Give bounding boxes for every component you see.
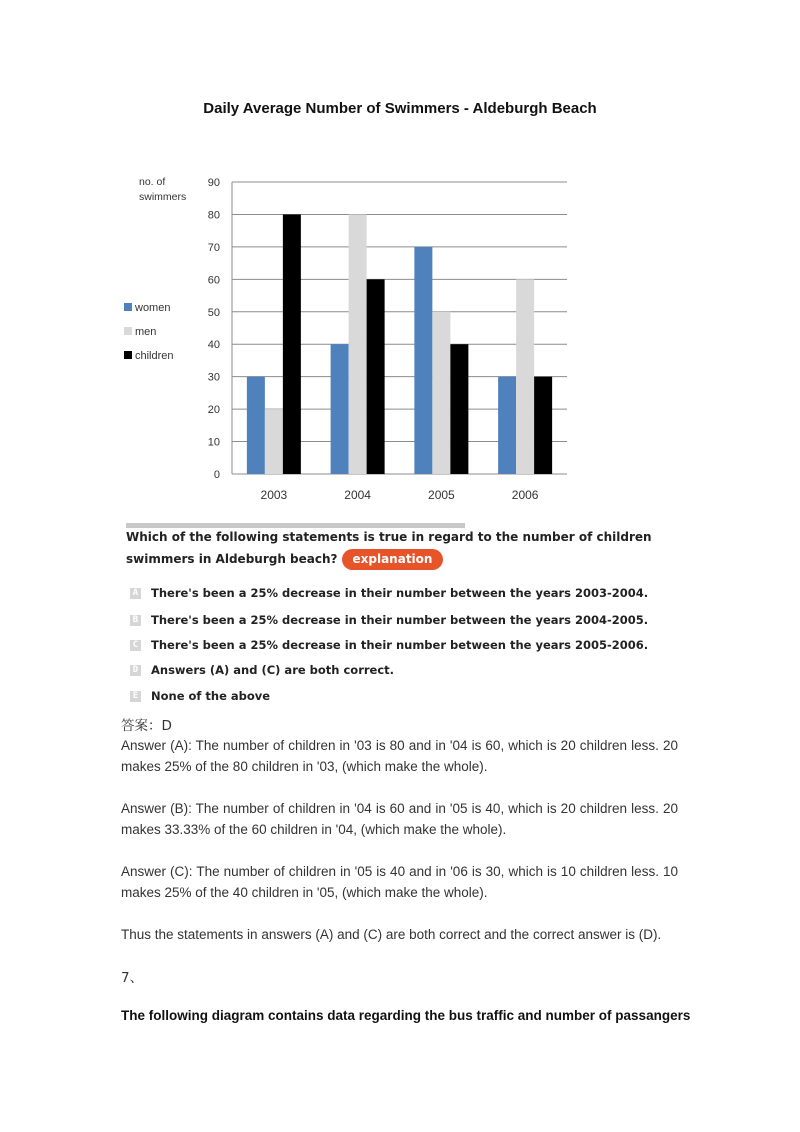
x-tick-label: 2003	[260, 488, 288, 502]
y-tick-label: 60	[207, 274, 220, 287]
legend-swatch-men	[124, 327, 132, 335]
y-tick-label: 70	[207, 241, 220, 254]
legend-swatch-women	[124, 303, 132, 311]
option-letter-icon: A	[130, 588, 141, 599]
option-letter-icon: C	[130, 640, 141, 651]
option-a[interactable]	[130, 585, 648, 601]
question-number: 7、	[121, 970, 144, 986]
y-tick-label: 30	[207, 371, 220, 384]
option-text: There's been a 25% decrease in their number between the years 2003-2004.	[151, 586, 649, 600]
bar-men-2006	[516, 279, 534, 474]
next-question-text: The following diagram contains data regarding the bus traffic and number of passangers	[121, 1008, 691, 1023]
bar-men-2005	[432, 312, 450, 474]
option-text: Answers (A) and (C) are both correct.	[151, 663, 395, 677]
bar-children-2004	[367, 279, 385, 474]
option-text: There's been a 25% decrease in their number between the years 2004-2005.	[151, 613, 649, 627]
question-text: Which of the following statements is true in regard to the number of children swimmers in Aldeburgh beach?	[126, 530, 652, 566]
answer-key: 答案：D	[121, 718, 172, 734]
y-tick-label: 90	[207, 177, 220, 189]
answer-explanation-c: Answer (C): The number of children in '05 is 40 and in '06 is 30, which is 10 children less. 10 makes 25% of the 40 children in '05, (which make the whole).	[121, 864, 678, 900]
bar-children-2005	[450, 344, 468, 474]
option-e[interactable]	[130, 688, 270, 704]
legend-label-children: children	[135, 350, 174, 362]
bar-women-2003	[247, 377, 265, 474]
answer-conclusion: Thus the statements in answers (A) and (C) are both correct and the correct answer is (D).	[121, 927, 662, 942]
chart-title: Daily Average Number of Swimmers - Aldeburgh Beach	[203, 100, 597, 117]
option-b[interactable]	[130, 612, 648, 628]
y-tick-label: 20	[207, 404, 220, 417]
bar-children-2003	[283, 214, 301, 474]
bar-women-2005	[414, 247, 432, 474]
explanation-button[interactable]: explanation	[342, 549, 444, 570]
y-axis-label-line-1: no. of	[139, 176, 166, 188]
y-tick-label: 80	[207, 209, 220, 222]
y-tick-label: 50	[207, 306, 220, 319]
y-tick-label: 0	[213, 469, 220, 481]
answer-explanation-a: Answer (A): The number of children in '03 is 80 and in '04 is 60, which is 20 children less. 20 makes 25% of the 80 children in '03, (which make the whole).	[121, 738, 678, 774]
y-tick-label: 40	[207, 339, 220, 352]
x-tick-label: 2004	[344, 488, 371, 502]
legend-label-men: men	[135, 326, 157, 338]
question	[126, 526, 656, 570]
x-tick-label: 2006	[511, 488, 539, 502]
bar-children-2006	[534, 377, 552, 474]
legend-label-women: women	[135, 302, 171, 314]
x-tick-label: 2005	[428, 488, 455, 502]
option-text: None of the above	[151, 689, 271, 703]
bar-women-2006	[498, 377, 516, 474]
bar-chart	[120, 165, 580, 510]
bar-men-2004	[349, 214, 367, 474]
y-tick-label: 10	[207, 436, 220, 449]
option-letter-icon: D	[130, 665, 141, 676]
bar-men-2003	[265, 409, 283, 474]
answer-explanation-b: Answer (B): The number of children in '04 is 60 and in '05 is 40, which is 20 children less. 20 makes 33.33% of the 60 children in '04, (which make the whole).	[121, 801, 678, 837]
y-axis-label-line-2: swimmers	[139, 191, 187, 203]
option-letter-icon: B	[130, 615, 141, 626]
bar-women-2004	[331, 344, 349, 474]
option-letter-icon: E	[130, 691, 141, 702]
legend-swatch-children	[124, 351, 132, 359]
option-text: There's been a 25% decrease in their number between the years 2005-2006.	[151, 638, 649, 652]
option-c[interactable]	[130, 637, 648, 653]
option-d[interactable]	[130, 662, 394, 678]
